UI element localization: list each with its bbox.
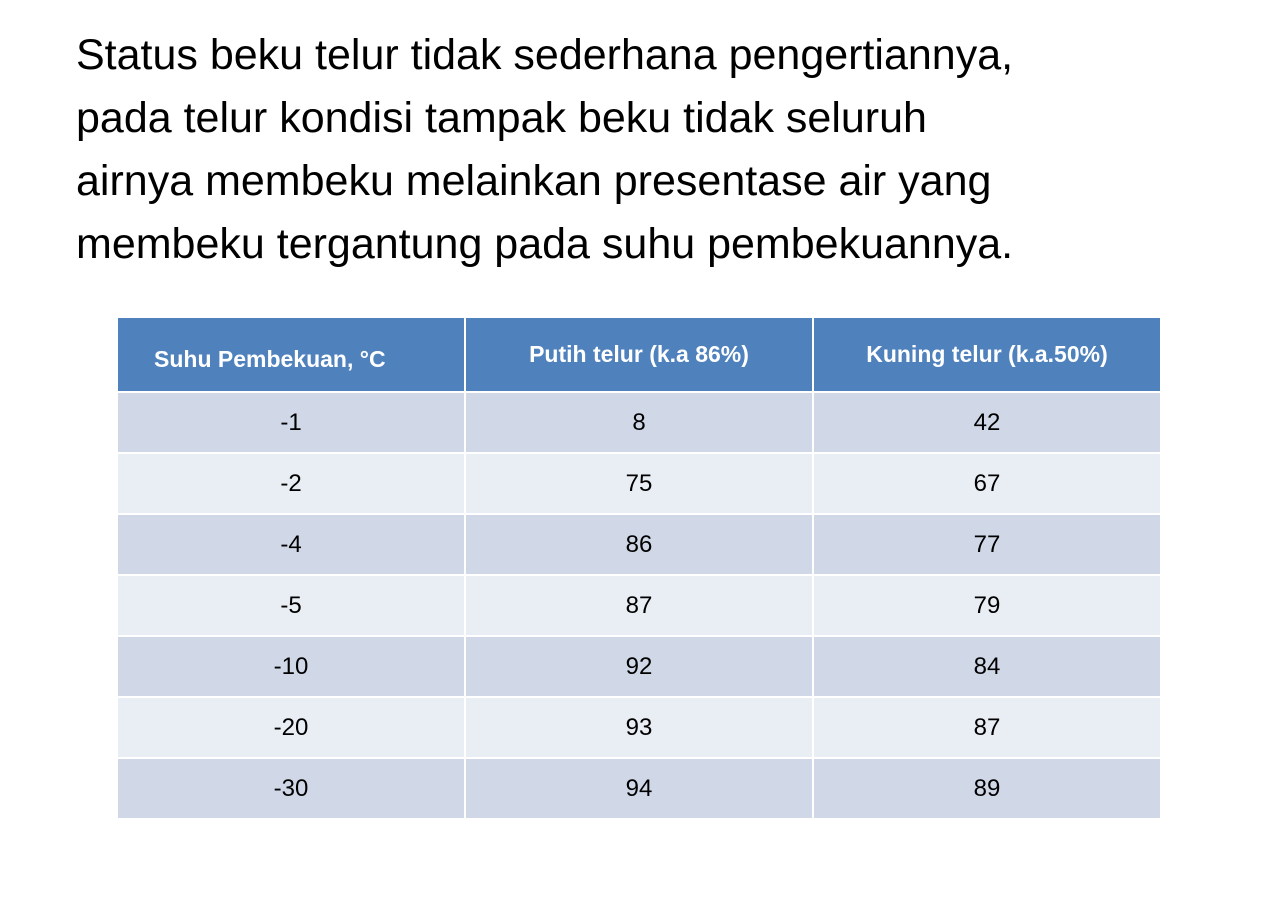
header-freezing-temperature: Suhu Pembekuan, °C bbox=[117, 317, 465, 392]
table-row bbox=[117, 636, 1161, 697]
cell-egg-yolk: 42 bbox=[813, 392, 1161, 453]
title-line: Status beku telur tidak sederhana pengertiannya, bbox=[76, 31, 1014, 79]
table-row bbox=[117, 514, 1161, 575]
cell-egg-white: 93 bbox=[465, 697, 813, 758]
table-header-row bbox=[117, 317, 1161, 392]
cell-egg-white: 86 bbox=[465, 514, 813, 575]
cell-egg-yolk: 79 bbox=[813, 575, 1161, 636]
freezing-data-table bbox=[116, 316, 1162, 820]
title-line: membeku tergantung pada suhu pembekuannya. bbox=[76, 220, 1014, 268]
cell-egg-yolk: 67 bbox=[813, 453, 1161, 514]
slide-title bbox=[76, 24, 1226, 276]
table-row bbox=[117, 453, 1161, 514]
cell-egg-yolk: 89 bbox=[813, 758, 1161, 819]
cell-egg-white: 75 bbox=[465, 453, 813, 514]
cell-temperature: -30 bbox=[117, 758, 465, 819]
cell-egg-yolk: 77 bbox=[813, 514, 1161, 575]
cell-temperature: -2 bbox=[117, 453, 465, 514]
table-row bbox=[117, 697, 1161, 758]
cell-temperature: -4 bbox=[117, 514, 465, 575]
cell-temperature: -5 bbox=[117, 575, 465, 636]
cell-egg-white: 87 bbox=[465, 575, 813, 636]
cell-temperature: -20 bbox=[117, 697, 465, 758]
header-egg-white: Putih telur (k.a 86%) bbox=[465, 317, 813, 392]
cell-egg-yolk: 84 bbox=[813, 636, 1161, 697]
cell-egg-white: 8 bbox=[465, 392, 813, 453]
table-row bbox=[117, 392, 1161, 453]
cell-temperature: -1 bbox=[117, 392, 465, 453]
title-line: airnya membeku melainkan presentase air yang bbox=[76, 157, 992, 205]
title-line: pada telur kondisi tampak beku tidak seluruh bbox=[76, 94, 927, 142]
table-row bbox=[117, 758, 1161, 819]
header-egg-yolk: Kuning telur (k.a.50%) bbox=[813, 317, 1161, 392]
cell-egg-white: 92 bbox=[465, 636, 813, 697]
table-row bbox=[117, 575, 1161, 636]
cell-temperature: -10 bbox=[117, 636, 465, 697]
cell-egg-yolk: 87 bbox=[813, 697, 1161, 758]
cell-egg-white: 94 bbox=[465, 758, 813, 819]
